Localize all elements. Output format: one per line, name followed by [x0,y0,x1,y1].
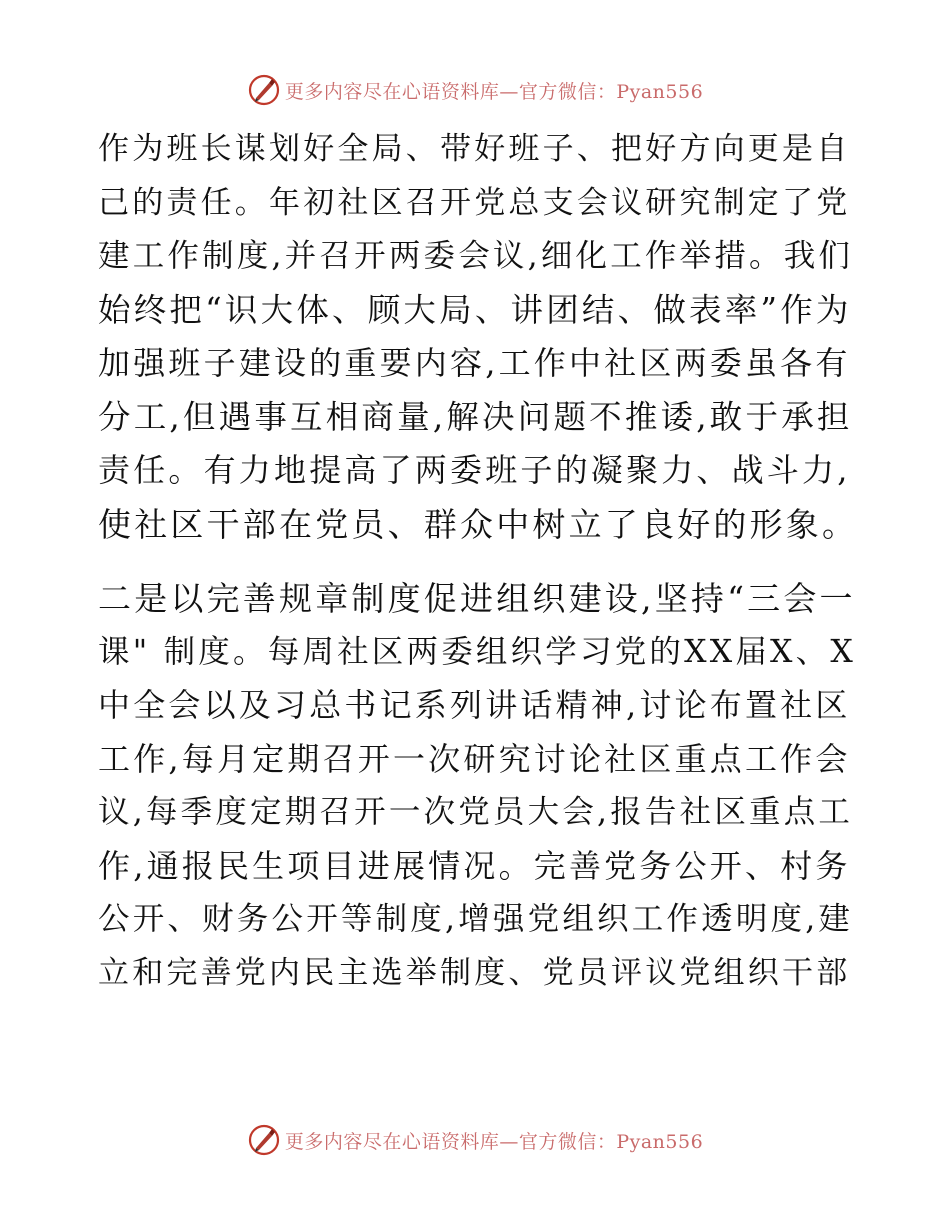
header-banner [0,70,950,110]
text-line: 议,每季度定期召开一次党员大会,报告社区重点工 [98,794,854,830]
text-line: 作为班长谋划好全局、带好班子、把好方向更是自 [98,131,851,167]
text-line: 己的责任。年初社区召开党总支会议研究制定了党 [98,184,851,221]
text-line: 立和完善党内民主选举制度、党员评议党组织干部 [98,954,851,991]
text-line: 责任。有力地提高了两委班子的凝聚力、战斗力, [98,451,851,489]
text-line: 中全会以及习总书记系列讲话精神,讨论布置社区 [98,686,851,724]
paragraph-spacer [98,551,858,572]
footer-banner [0,1120,950,1160]
text-line: 使社区干部在党员、群众中树立了良好的形象。 [98,504,859,544]
text-line: 加强班子建设的重要内容,工作中社区两委虽各有 [98,344,851,382]
pen-logo-icon [247,1123,281,1157]
text-line: 工作,每月定期召开一次研究讨论社区重点工作会 [98,739,851,778]
footer-banner-text: 更多内容尽在心语资料库—官方微信：Pyan556 [284,1130,704,1153]
text-line: 公开、财务公开等制度,增强党组织工作透明度,建 [98,901,854,937]
document-body [98,123,858,1000]
paragraph-1 [98,123,858,551]
pen-logo-icon [247,73,281,107]
text-line: 分工,但遇事互相商量,解决问题不推诿,敢于承担 [98,397,853,436]
paragraph-2 [98,572,858,1000]
header-banner-text: 更多内容尽在心语资料库—官方微信：Pyan556 [284,80,704,103]
text-line: 建工作制度,并召开两委会议,细化工作举措。我们 [98,238,854,274]
text-line: 作,通报民生项目进展情况。完善党务公开、村务 [98,846,851,885]
text-line: 始终把“识大体、顾大局、讲团结、做表率”作为 [98,290,852,329]
text-line: 课" 制度。每周社区两委组织学习党的XX届X、X [98,633,857,670]
text-line: 二是以完善规章制度促进组织建设,坚持“三会一 [98,579,856,618]
